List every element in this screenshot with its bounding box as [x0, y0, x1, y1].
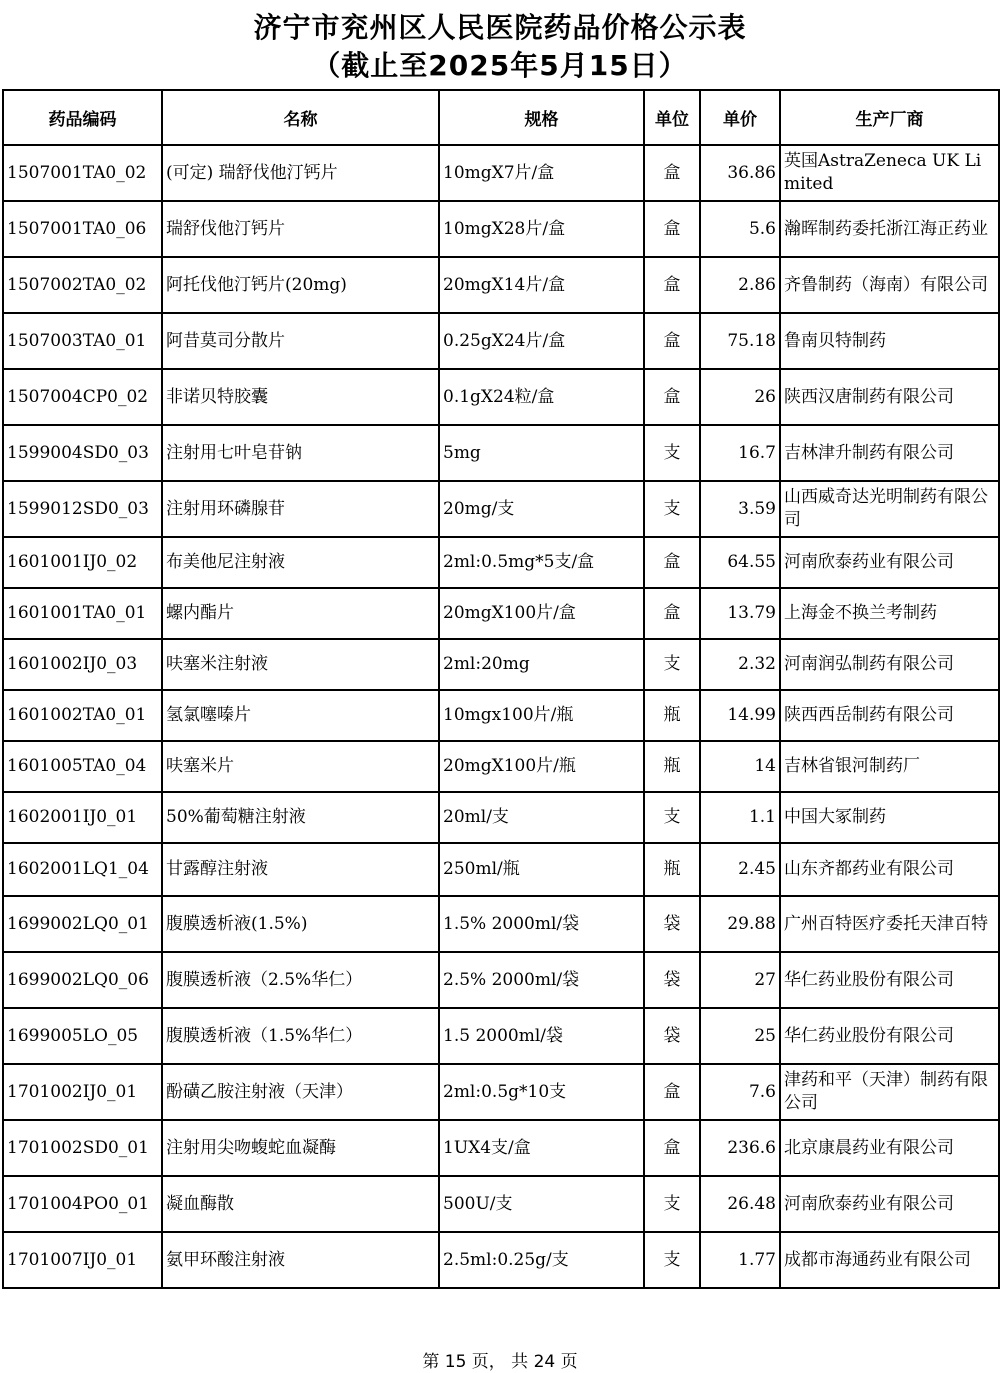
drug-code-cell: 1601001TA0_01 — [3, 588, 162, 639]
spec-cell: 20ml/支 — [439, 792, 644, 843]
drug-name-cell: 布美他尼注射液 — [162, 537, 439, 588]
drug-code-cell: 1507003TA0_01 — [3, 313, 162, 369]
table-header-row — [3, 90, 999, 145]
drug-name-cell: 阿昔莫司分散片 — [162, 313, 439, 369]
unit-cell: 支 — [644, 1176, 700, 1232]
drug-name-cell: 注射用环磷腺苷 — [162, 481, 439, 537]
manufacturer-cell: 英国AstraZeneca UK Limited — [780, 145, 999, 201]
manufacturer-cell: 吉林津升制药有限公司 — [780, 425, 999, 481]
drug-name-cell: (可定) 瑞舒伐他汀钙片 — [162, 145, 439, 201]
unit-price-cell: 1.77 — [700, 1232, 780, 1288]
unit-cell: 支 — [644, 481, 700, 537]
spec-cell: 20mgX14片/盒 — [439, 257, 644, 313]
header-name: 名称 — [162, 90, 439, 145]
header-manufacturer: 生产厂商 — [780, 90, 999, 145]
unit-price-cell: 3.59 — [700, 481, 780, 537]
table-row — [3, 425, 999, 481]
unit-cell: 盒 — [644, 257, 700, 313]
manufacturer-cell: 河南欣泰药业有限公司 — [780, 537, 999, 588]
unit-price-cell: 64.55 — [700, 537, 780, 588]
spec-cell: 10mgX28片/盒 — [439, 201, 644, 257]
table-row — [3, 1120, 999, 1176]
table-row — [3, 1008, 999, 1064]
unit-price-cell: 14.99 — [700, 690, 780, 741]
manufacturer-cell: 山东齐都药业有限公司 — [780, 843, 999, 896]
unit-price-cell: 13.79 — [700, 588, 780, 639]
manufacturer-cell: 河南欣泰药业有限公司 — [780, 1176, 999, 1232]
spec-cell: 500U/支 — [439, 1176, 644, 1232]
drug-code-cell: 1599012SD0_03 — [3, 481, 162, 537]
drug-code-cell: 1507001TA0_06 — [3, 201, 162, 257]
drug-name-cell: 呋塞米注射液 — [162, 639, 439, 690]
spec-cell: 20mg/支 — [439, 481, 644, 537]
spec-cell: 2ml:0.5mg*5支/盒 — [439, 537, 644, 588]
drug-name-cell: 腹膜透析液(1.5%) — [162, 896, 439, 952]
header-unit: 单位 — [644, 90, 700, 145]
manufacturer-cell: 津药和平（天津）制药有限公司 — [780, 1064, 999, 1120]
spec-cell: 0.25gX24片/盒 — [439, 313, 644, 369]
drug-name-cell: 甘露醇注射液 — [162, 843, 439, 896]
manufacturer-cell: 陕西汉唐制药有限公司 — [780, 369, 999, 425]
table-row — [3, 690, 999, 741]
drug-code-cell: 1507004CP0_02 — [3, 369, 162, 425]
spec-cell: 2ml:0.5g*10支 — [439, 1064, 644, 1120]
drug-code-cell: 1601001IJ0_02 — [3, 537, 162, 588]
spec-cell: 1.5 2000ml/袋 — [439, 1008, 644, 1064]
drug-name-cell: 注射用尖吻蝮蛇血凝酶 — [162, 1120, 439, 1176]
unit-price-cell: 25 — [700, 1008, 780, 1064]
table-row — [3, 843, 999, 896]
unit-cell: 袋 — [644, 1008, 700, 1064]
unit-cell: 盒 — [644, 1120, 700, 1176]
drug-code-cell: 1699002LQ0_01 — [3, 896, 162, 952]
drug-name-cell: 凝血酶散 — [162, 1176, 439, 1232]
unit-cell: 支 — [644, 425, 700, 481]
table-row — [3, 369, 999, 425]
drug-code-cell: 1601002TA0_01 — [3, 690, 162, 741]
unit-cell: 盒 — [644, 313, 700, 369]
drug-name-cell: 氢氯噻嗪片 — [162, 690, 439, 741]
manufacturer-cell: 华仁药业股份有限公司 — [780, 952, 999, 1008]
unit-cell: 瓶 — [644, 741, 700, 792]
spec-cell: 0.1gX24粒/盒 — [439, 369, 644, 425]
manufacturer-cell: 吉林省银河制药厂 — [780, 741, 999, 792]
table-row — [3, 1232, 999, 1288]
table-row — [3, 201, 999, 257]
table-row — [3, 313, 999, 369]
drug-code-cell: 1701002SD0_01 — [3, 1120, 162, 1176]
manufacturer-cell: 齐鲁制药（海南）有限公司 — [780, 257, 999, 313]
spec-cell: 2.5% 2000ml/袋 — [439, 952, 644, 1008]
drug-code-cell: 1701004PO0_01 — [3, 1176, 162, 1232]
spec-cell: 1UX4支/盒 — [439, 1120, 644, 1176]
unit-cell: 支 — [644, 1232, 700, 1288]
manufacturer-cell: 北京康晨药业有限公司 — [780, 1120, 999, 1176]
unit-price-cell: 75.18 — [700, 313, 780, 369]
page-title: 济宁市兖州区人民医院药品价格公示表 — [253, 11, 747, 44]
unit-price-cell: 16.7 — [700, 425, 780, 481]
table-row — [3, 639, 999, 690]
drug-code-cell: 1699002LQ0_06 — [3, 952, 162, 1008]
drug-name-cell: 50%葡萄糖注射液 — [162, 792, 439, 843]
table-row — [3, 952, 999, 1008]
drug-name-cell: 瑞舒伐他汀钙片 — [162, 201, 439, 257]
table-row — [3, 1064, 999, 1120]
unit-cell: 盒 — [644, 145, 700, 201]
drug-code-cell: 1602001LQ1_04 — [3, 843, 162, 896]
unit-price-cell: 1.1 — [700, 792, 780, 843]
header-spec: 规格 — [439, 90, 644, 145]
manufacturer-cell: 广州百特医疗委托天津百特 — [780, 896, 999, 952]
drug-code-cell: 1701007IJ0_01 — [3, 1232, 162, 1288]
drug-code-cell: 1601005TA0_04 — [3, 741, 162, 792]
table-row — [3, 145, 999, 201]
spec-cell: 5mg — [439, 425, 644, 481]
spec-cell: 1.5% 2000ml/袋 — [439, 896, 644, 952]
manufacturer-cell: 瀚晖制药委托浙江海正药业 — [780, 201, 999, 257]
header-code: 药品编码 — [3, 90, 162, 145]
unit-price-cell: 2.86 — [700, 257, 780, 313]
table-row — [3, 481, 999, 537]
table-row — [3, 1176, 999, 1232]
unit-cell: 盒 — [644, 201, 700, 257]
unit-cell: 瓶 — [644, 843, 700, 896]
unit-price-cell: 29.88 — [700, 896, 780, 952]
unit-price-cell: 236.6 — [700, 1120, 780, 1176]
spec-cell: 250ml/瓶 — [439, 843, 644, 896]
unit-cell: 支 — [644, 792, 700, 843]
manufacturer-cell: 上海金不换兰考制药 — [780, 588, 999, 639]
manufacturer-cell: 山西威奇达光明制药有限公司 — [780, 481, 999, 537]
table-row — [3, 896, 999, 952]
unit-price-cell: 2.32 — [700, 639, 780, 690]
drug-name-cell: 非诺贝特胶囊 — [162, 369, 439, 425]
price-table — [2, 89, 1000, 1289]
spec-cell: 20mgX100片/瓶 — [439, 741, 644, 792]
spec-cell: 2.5ml:0.25g/支 — [439, 1232, 644, 1288]
drug-code-cell: 1599004SD0_03 — [3, 425, 162, 481]
spec-cell: 10mgX7片/盒 — [439, 145, 644, 201]
table-row — [3, 792, 999, 843]
unit-cell: 袋 — [644, 896, 700, 952]
unit-price-cell: 14 — [700, 741, 780, 792]
table-row — [3, 588, 999, 639]
unit-cell: 盒 — [644, 537, 700, 588]
drug-name-cell: 阿托伐他汀钙片(20mg) — [162, 257, 439, 313]
drug-name-cell: 注射用七叶皂苷钠 — [162, 425, 439, 481]
drug-name-cell: 氨甲环酸注射液 — [162, 1232, 439, 1288]
drug-name-cell: 腹膜透析液（2.5%华仁） — [162, 952, 439, 1008]
drug-code-cell: 1699005LO_05 — [3, 1008, 162, 1064]
unit-price-cell: 7.6 — [700, 1064, 780, 1120]
table-row — [3, 537, 999, 588]
manufacturer-cell: 中国大冢制药 — [780, 792, 999, 843]
unit-cell: 盒 — [644, 369, 700, 425]
drug-code-cell: 1601002IJ0_03 — [3, 639, 162, 690]
unit-cell: 盒 — [644, 1064, 700, 1120]
page-footer: 第 15 页， 共 24 页 — [422, 1352, 578, 1372]
drug-name-cell: 呋塞米片 — [162, 741, 439, 792]
table-body — [3, 145, 999, 1288]
spec-cell: 2ml:20mg — [439, 639, 644, 690]
drug-name-cell: 腹膜透析液（1.5%华仁） — [162, 1008, 439, 1064]
drug-name-cell: 螺内酯片 — [162, 588, 439, 639]
manufacturer-cell: 华仁药业股份有限公司 — [780, 1008, 999, 1064]
unit-price-cell: 36.86 — [700, 145, 780, 201]
unit-price-cell: 26 — [700, 369, 780, 425]
unit-cell: 支 — [644, 639, 700, 690]
manufacturer-cell: 成都市海通药业有限公司 — [780, 1232, 999, 1288]
unit-price-cell: 5.6 — [700, 201, 780, 257]
unit-price-cell: 26.48 — [700, 1176, 780, 1232]
header-price: 单价 — [700, 90, 780, 145]
unit-price-cell: 27 — [700, 952, 780, 1008]
drug-code-cell: 1507002TA0_02 — [3, 257, 162, 313]
unit-cell: 盒 — [644, 588, 700, 639]
manufacturer-cell: 河南润弘制药有限公司 — [780, 639, 999, 690]
drug-code-cell: 1507001TA0_02 — [3, 145, 162, 201]
manufacturer-cell: 陕西西岳制药有限公司 — [780, 690, 999, 741]
page-subtitle: （截止至2025年5月15日） — [312, 49, 688, 82]
unit-price-cell: 2.45 — [700, 843, 780, 896]
table-row — [3, 741, 999, 792]
spec-cell: 20mgX100片/盒 — [439, 588, 644, 639]
drug-name-cell: 酚磺乙胺注射液（天津） — [162, 1064, 439, 1120]
table-row — [3, 257, 999, 313]
spec-cell: 10mgx100片/瓶 — [439, 690, 644, 741]
drug-code-cell: 1701002IJ0_01 — [3, 1064, 162, 1120]
manufacturer-cell: 鲁南贝特制药 — [780, 313, 999, 369]
drug-code-cell: 1602001IJ0_01 — [3, 792, 162, 843]
unit-cell: 袋 — [644, 952, 700, 1008]
unit-cell: 瓶 — [644, 690, 700, 741]
